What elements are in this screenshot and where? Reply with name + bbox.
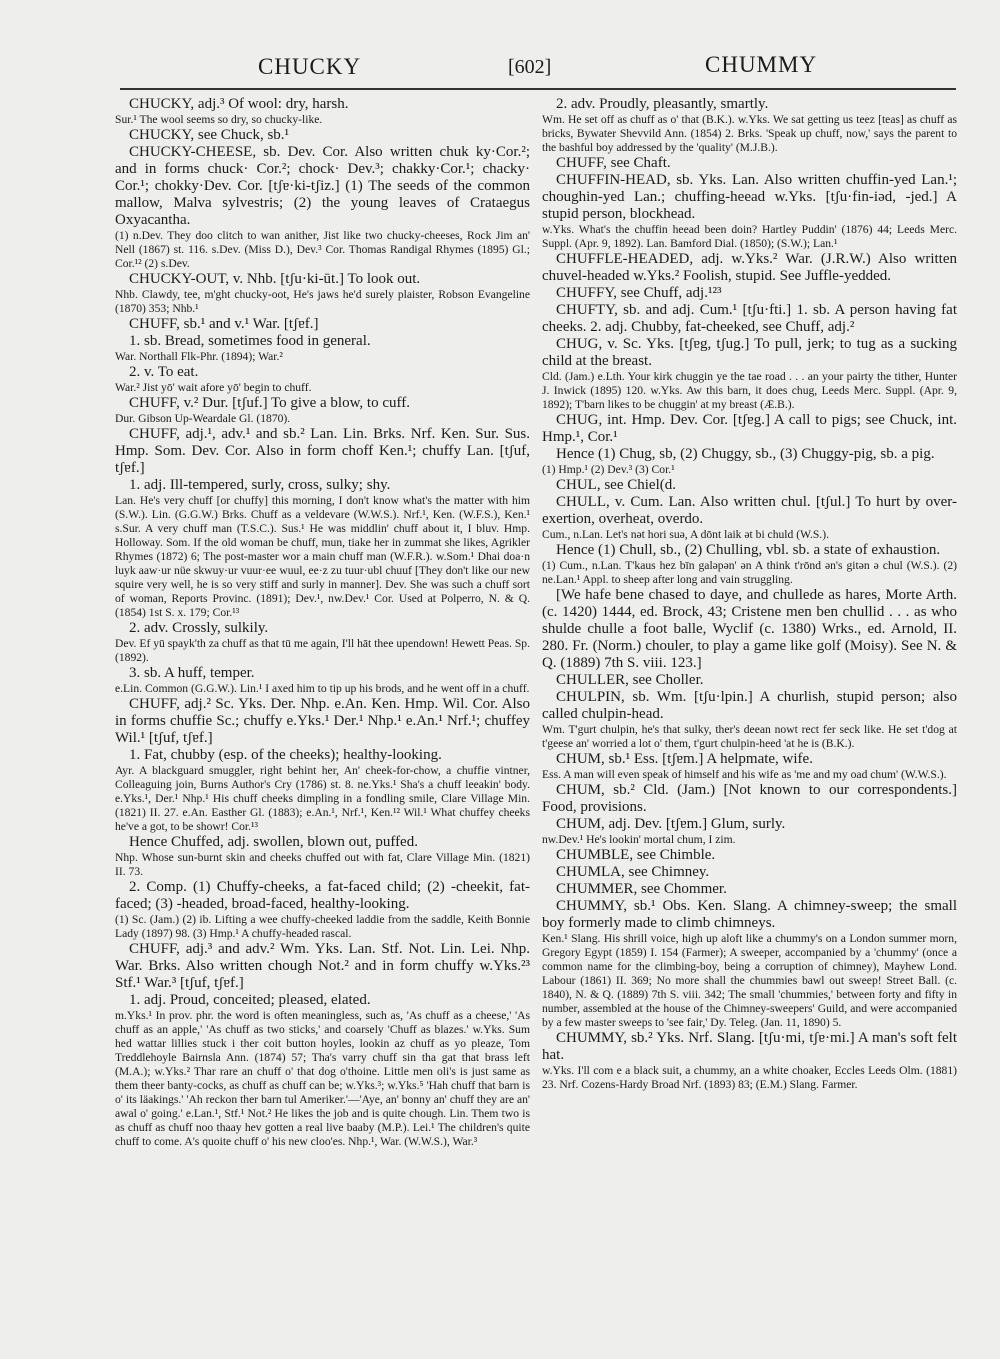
entry-citation: Sur.¹ The wool seems so dry, so chucky-like.	[115, 113, 323, 126]
entry-citation: (1) Hmp.¹ (2) Dev.³ (3) Cor.¹	[542, 463, 675, 476]
entry-text: 2. v. To eat.	[129, 364, 199, 380]
entry-citation: nw.Dev.¹ He's lookin' mortal chum, I zim.	[542, 833, 736, 846]
entry-text: CHUMMY, sb.² Yks. Nrf. Slang. [tʃu·mi, tʃɐ·mi.] A man's soft felt hat.	[542, 1030, 957, 1063]
entry-text: 3. sb. A huff, temper.	[129, 665, 255, 681]
entry-text: CHUFFIN-HEAD, sb. Yks. Lan. Also written chuffin-yed Lan.¹; choughin-yed Lan.; chuffing-heead w.Yks. [tʃu·fin-iəd, -jed.] A stupid person, blockhead.	[542, 172, 957, 222]
entry-text: CHUFF, adj.¹, adv.¹ and sb.² Lan. Lin. Brks. Nrf. Ken. Sur. Sus. Hmp. Som. Dev. Cor. Also in form choff Ken.¹; chuffy Lan. [tʃuf, tʃɐf.]	[115, 426, 530, 476]
entry-text: CHUFF, adj.² Sc. Yks. Der. Nhp. e.An. Ken. Hmp. Wil. Cor. Also in forms chuffie Sc.; chuffy e.Yks.¹ Der.¹ Nhp.¹ e.An.¹ Nrf.¹; chuffey Wil.¹ [tʃuf, tʃɐf.]	[115, 696, 530, 746]
entry-citation: Lan. He's very chuff [or chuffy] this morning, I don't know what's the matter with him (S.W.). Lin. (G.G.W.) Brks. Chuff as a veldevare (W.W.S.). Nrf.¹, Ken. (W.F.S.), Ken.¹ s.Sur. A very chuff man (T.S.C.). Sus.¹ He was middlin' chuff about it, I bluv. Hmp. Holloway. Som. If the old woman be chuff, mun, tiake her in zummat she likes, Agrikler Rhymes (1872) 6; The post-master wor a main chuff man (W.F.R.). w.Som.¹ Dhai doa·n luyk aaw·ur nüe skwuy·ur vuur·ee wuul, ee·z zu tuur·ubl chuuf [They don't like our new squire very well, he is so very stiff and surly in manner]. Dev. She was such a chuff sort of woman, Reports Provinc. (1891); Dev.¹, nw.Dev.¹ Cor. Used at Polperro, N. & Q. (1854) 1st S. x. 179; Cor.¹³	[115, 494, 530, 619]
entry-text: Hence Chuffed, adj. swollen, blown out, puffed.	[129, 834, 418, 850]
entry-citation: War. Northall Flk-Phr. (1894); War.²	[115, 350, 283, 363]
entry-text: CHUG, int. Hmp. Dev. Cor. [tʃɐg.] A call to pigs; see Chuck, int. Hmp.¹, Cor.¹	[542, 412, 957, 445]
entry-text: Hence (1) Chug, sb, (2) Chuggy, sb., (3) Chuggy-pig, sb. a pig.	[556, 446, 935, 462]
header-rule	[120, 88, 956, 90]
page-header	[120, 50, 970, 90]
entry-text: CHUFF, v.² Dur. [tʃuf.] To give a blow, to cuff.	[129, 395, 410, 411]
entry-citation: w.Yks. What's the chuffin heead been doin? Hartley Puddin' (1876) 44; Leeds Merc. Suppl. (Apr. 9, 1892). Lan. Bamford Dial. (1850); (S.W.); Lan.¹	[542, 223, 957, 250]
entry-text: CHUMMER, see Chommer.	[556, 881, 727, 897]
entry-citation: w.Yks. I'll com e a black suit, a chummy, an a white choaker, Eccles Leeds Olm. (1881) 23. Nrf. Cozens-Hardy Broad Nrf. (1893) 83; (E.M.) Slang. Farmer.	[542, 1064, 957, 1091]
right-column	[542, 96, 957, 1092]
entry-citation: Ayr. A blackguard smuggler, right behint her, An' cheek-for-chow, a chuffie vintner, Colleaguing join, Burns Author's Cry (1786) st. 8. ne.Yks.¹ Sha's a chuff leeakin' body. e.Yks.¹, Der.¹ Nhp.¹ His chuff cheeks dimpling in a fondling smile, Clare Village Min. (1821) II. 27. e.An. Easther Gl. (1883); e.An.¹, Nrf.¹, Ken.¹² Wil.¹ What chuffey cheeks he've a got, to be showr! Cor.¹³	[115, 764, 530, 833]
entry-text: CHUCKY, see Chuck, sb.¹	[129, 127, 290, 143]
entry-citation: (1) Sc. (Jam.) (2) ib. Lifting a wee chuffy-cheeked laddie from the saddle, Keith Bonnie Lady (1897) 98. (3) Hmp.¹ A chuffy-headed rascal.	[115, 913, 530, 940]
entry-text: CHUM, sb.² Cld. (Jam.) [Not known to our correspondents.] Food, provisions.	[542, 782, 957, 815]
entry-citation: Cum., n.Lan. Let's nət hori suə, A dōnt laik ət bi chuld (W.S.).	[542, 528, 829, 541]
entry-text: 1. adj. Ill-tempered, surly, cross, sulky; shy.	[129, 477, 391, 493]
header-left-word: CHUCKY	[258, 54, 362, 79]
entry-text: 1. adj. Proud, conceited; pleased, elated.	[129, 992, 371, 1008]
entry-text: CHUFF, see Chaft.	[556, 155, 671, 171]
entry-text: CHULPIN, sb. Wm. [tʃu·lpin.] A churlish, stupid person; also called chulpin-head.	[542, 689, 957, 722]
entry-text: CHUFFLE-HEADED, adj. w.Yks.² War. (J.R.W.) Also written chuvel-headed w.Yks.² Foolish, stupid. See Juffle-yedded.	[542, 251, 957, 284]
left-column	[115, 96, 530, 1149]
entry-text: 2. adv. Crossly, sulkily.	[129, 620, 269, 636]
entry-citation: Nhp. Whose sun-burnt skin and cheeks chuffed out with fat, Clare Village Min. (1821) II. 73.	[115, 851, 530, 878]
entry-text: CHUCKY, adj.³ Of wool: dry, harsh.	[129, 96, 349, 112]
entry-citation: Wm. He set off as chuff as o' that (B.K.). w.Yks. We sat getting us teez [teas] as chuff as bricks, Bywater Shevvild Ann. (1854) 2. Brks. 'Speak up chuff, now,' says the parent to the bashful boy addressed by the 'quality' (M.J.B.).	[542, 113, 957, 154]
entry-text: CHUL, see Chiel(d.	[556, 477, 676, 493]
entry-citation: Ken.¹ Slang. His shrill voice, high up aloft like a chummy's on a London summer morn, Gregory Egypt (1859) I. 154 (Farmer); A sweeper, accompanied by a 'chummy' (once a common name for the climbing-boy, being a corruption of chimney), Mayhew Lond. Labour (1861) II. 369; No more shall the chummies bawl out sweep! Street Ball. (c. 1840), N. & Q. (1889) 7th S. viii. 342; The small 'chummies,' between forty and fifty in number, assembled at the house of the Chimney-sweepers' Guild, and were accompanied by a few master sweeps to 'see fair,' Dy. Teleg. (Jan. 11, 1890) 5.	[542, 932, 957, 1029]
entry-citation: War.² Jist yō' wait afore yō' begin to chuff.	[115, 381, 312, 394]
entry-citation: Dur. Gibson Up-Weardale Gl. (1870).	[115, 412, 291, 425]
entry-citation: (1) n.Dev. They doo clitch to wan anither, Jist like two chucky-cheeses, Rock Jim an' Nell (1867) st. 116. s.Dev. (Miss D.), Dev.³ Cor. Thomas Randigal Rhymes (1895) Gl.; Cor.¹² (2) s.Dev.	[115, 229, 530, 270]
entry-text: [We hafe bene chased to daye, and chullede as hares, Morte Arth. (c. 1420) 1444, ed. Brock, 43; Cristene men ben chullid . . . as who shulde chulle a foot balle, Wyclif (c. 1380) Wrks., ed. Arnold, II. 280. Fr. (Norm.) chouler, to play a game like golf (Moisy). See N. & Q. (1889) 7th S. viii. 123.]	[542, 587, 957, 671]
entry-text: CHUCKY-CHEESE, sb. Dev. Cor. Also written chuk ky·Cor.²; and in forms chuck· Cor.²; chock· Dev.³; chakky·Cor.¹; chacky· Cor.¹; chokky·Dev. Cor. [tʃɐ·ki-tʃiz.] (1) The seeds of the common mallow, Malva sylvestris; (2) the young leaves of Crataegus Oxyacantha.	[115, 144, 530, 228]
entry-text: Hence (1) Chull, sb., (2) Chulling, vbl. sb. a state of exhaustion.	[556, 542, 941, 558]
entry-citation: Wm. T'gurt chulpin, he's that sulky, ther's deean nowt rect fer seck like. He set t'dog at t'geese an' worried a lot o' them, t'gurt chulpin-heed 'at he is (B.K.).	[542, 723, 957, 750]
entry-text: CHUMLA, see Chimney.	[556, 864, 710, 880]
entry-text: CHUCKY-OUT, v. Nhb. [tʃu·ki-ūt.] To look out.	[129, 271, 421, 287]
entry-text: CHULLER, see Choller.	[556, 672, 704, 688]
entry-citation: Ess. A man will even speak of himself and his wife as 'me and my oad chum' (W.W.S.).	[542, 768, 947, 781]
page-number: [602]	[508, 56, 552, 78]
entry-text: 1. sb. Bread, sometimes food in general.	[129, 333, 371, 349]
entry-text: CHUFF, sb.¹ and v.¹ War. [tʃɐf.]	[129, 316, 319, 332]
entry-text: 1. Fat, chubby (esp. of the cheeks); healthy-looking.	[129, 747, 442, 763]
entry-text: CHUG, v. Sc. Yks. [tʃɐg, tʃug.] To pull, jerk; to tug as a sucking child at the breast.	[542, 336, 957, 369]
entry-text: CHUFF, adj.³ and adv.² Wm. Yks. Lan. Stf. Not. Lin. Lei. Nhp. War. Brks. Also written chough Not.² and in form chuffy w.Yks.²³ Stf.¹ War.³ [tʃuf, tʃɐf.]	[115, 941, 530, 991]
entry-text: CHUMBLE, see Chimble.	[556, 847, 716, 863]
entry-citation: e.Lin. Common (G.G.W.). Lin.¹ I axed him to tip up his brods, and he went off in a chuff.	[115, 682, 530, 695]
entry-citation: Cld. (Jam.) e.Lth. Your kirk chuggin ye the tae road . . . an your pairty the tither, Hunter J. Inwick (1895) 120. w.Yks. Aw this barn, it does chug, Leeds Merc. Suppl. (Apr. 9, 1892); T'barn likes to be chuggin' at my breast (Æ.B.).	[542, 370, 957, 411]
entry-text: CHUFFY, see Chuff, adj.¹²³	[556, 285, 722, 301]
entry-text: CHULL, v. Cum. Lan. Also written chul. [tʃul.] To hurt by over-exertion, overheat, overdo.	[542, 494, 957, 527]
entry-citation: Dev. Ef yū spayk'th za chuff as that tū me again, I'll hāt thee upendown! Hewett Peas. Sp. (1892).	[115, 637, 530, 664]
entry-text: CHUMMY, sb.¹ Obs. Ken. Slang. A chimney-sweep; the small boy formerly made to climb chimneys.	[542, 898, 957, 931]
header-right-word: CHUMMY	[705, 52, 818, 77]
entry-text: CHUM, adj. Dev. [tʃɐm.] Glum, surly.	[556, 816, 786, 832]
entry-citation: m.Yks.¹ In prov. phr. the word is often meaningless, such as, 'As chuff as a cheese,' 'As chuff as an apple,' 'As chuff as two sticks,' and coarsely 'Chuff as blazes.' w.Yks. Sum hed wattar lillies stuck i ther coit button hoyles, lookin az chuff as yo pleaze, Tom Treddlehoyle Bairnsla Ann. (1874) 57; Tha's varry chuff sin tha gat that brass left (M.A.); w.Yks.² Thar rare an chuff o' that dog o'thoine. Little men oli's is just same as them theer banty-cocks, as chuff as chuff can be; w.Yks.³; w.Yks.⁵ 'Hah chuff that barn is o' its läakings.' 'Ah reckon ther barn tul Ameriker.'—'Aye, an' bonny an' chuff they are an' awal o' going.' e.Lan.¹, Stf.¹ Not.² He likes the job and is quite chough. Lin. Them two is as chuff as chuff noo thaay hev gotten a real live baaby (M.P.). Lei.¹ The children's quite chuff to come. A's quoite chuff o' his new cloo'es. Nhp.¹, War. (W.W.S.), War.³	[115, 1009, 530, 1148]
entry-citation: (1) Cum., n.Lan. T'kaus hez bīn galəpən' ən A think t'rōnd ən's gitən ə chul (W.S.). (2) ne.Lan.¹ Appl. to sheep after long and vain struggling.	[542, 559, 957, 586]
entry-text: CHUFTY, sb. and adj. Cum.¹ [tʃu·fti.] 1. sb. A person having fat cheeks. 2. adj. Chubby, fat-cheeked, see Chuff, adj.²	[542, 302, 957, 335]
entry-text: 2. adv. Proudly, pleasantly, smartly.	[556, 96, 769, 112]
entry-citation: Nhb. Clawdy, tee, m'ght chucky-oot, He's jaws he'd surely plaister, Robson Evangeline (1870) 353; Nhb.¹	[115, 288, 530, 315]
entry-text: CHUM, sb.¹ Ess. [tʃɐm.] A helpmate, wife.	[556, 751, 813, 767]
entry-text: 2. Comp. (1) Chuffy-cheeks, a fat-faced child; (2) -cheekit, fat-faced; (3) -headed, broad-faced, healthy-looking.	[115, 879, 530, 912]
